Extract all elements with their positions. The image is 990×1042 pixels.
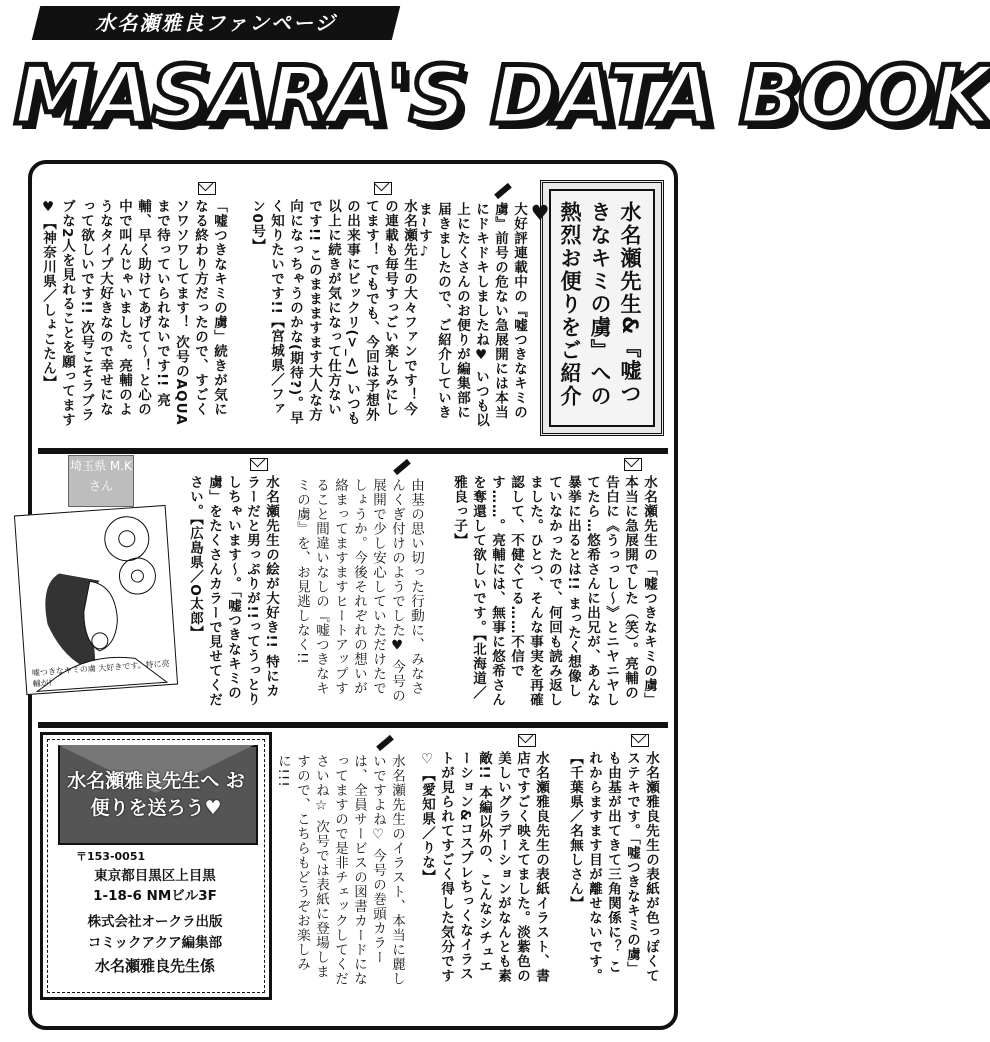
- header-subtitle: 水名瀬雅良ファンページ: [95, 11, 337, 35]
- letter-hiroshima: [172, 458, 280, 712]
- address-recipient: 水名瀬雅良先生係: [94, 957, 215, 975]
- letter-hokkaido-text: 水名瀬先生の「嘘つきなキミの虜」本当に急展開でした（笑）。亮輔の告白に《うっっし～》とニヤニヤしてたら…悠希さんに出兄が、あんな暴挙に出るとは!! まったく想像していなかったので、何回も読み返しました。ひとつ、そんな事実を再確認して、不健ぐてる……不信です……。亮輔には、無事に悠希さんを奪還して欲しいです。【北海道／雅良っ子】: [451, 475, 657, 707]
- reply-middle-text: 由基の思い切った行動に、みなさんくぎ付けのようでした♥ 今号の展開で少し安心していただけたでしょうか。今後それぞれの想いが絡まってますますヒートアップすること間違いなしの『嘘つきなキミの虜』を、お見逃しなく!!: [294, 478, 424, 704]
- letter-hokkaido-signature: 【北海道／雅良っ子】: [451, 475, 486, 701]
- address-company: 株式会社オークラ出版: [87, 914, 223, 930]
- letter-miyagi: [238, 182, 418, 434]
- intro-text: 大好評連載中の『嘘つきなキミの虜』前号の危ない急展開には本当にドキドキしましたね♥ いつも以上にたくさんのお便りが編集部に届きましたので、ご紹介していきま~す♪: [416, 202, 527, 428]
- illustration-tag: 埼玉県 M.Kさん: [68, 455, 134, 507]
- illustration-caption: 嘘つきなキミの虜 大好きです。特に亮輔が!: [31, 659, 170, 689]
- feature-title: 水名瀬先生&『嘘つきなキミの虜』への熱烈お便りをご紹介♥: [528, 201, 642, 408]
- letter-hiroshima-signature: 【広島県／O太郎】: [187, 518, 203, 641]
- section-divider-top: [38, 446, 668, 454]
- header-subtitle-band: [32, 6, 400, 40]
- letter-icon: [518, 734, 536, 747]
- letter-icon: [631, 734, 649, 747]
- address-line1: 東京都目黒区上目黒: [94, 868, 216, 884]
- section-divider-bottom: [38, 720, 668, 728]
- address-zip: 〒153-0051: [76, 850, 146, 863]
- letter-miyagi-signature: 【宮城県／ファン0号】: [249, 199, 284, 417]
- letter-icon: [250, 458, 268, 471]
- letter-icon: [198, 182, 216, 195]
- letter-chiba: [555, 734, 660, 994]
- letter-kanagawa: [40, 182, 228, 434]
- letter-chiba-text: 水名瀬雅良先生の表紙が色っぽくてステキです。「嘘つきなキミの虜」も由基が出てきて三角関係に？ これからますます目が離せないです。【千葉県／名無しさん】: [567, 751, 659, 983]
- letter-icon: [374, 182, 392, 195]
- letter-icon: [624, 458, 642, 471]
- reply-bottom-text: 水名瀬先生のイラスト、本当に麗しいですよね♡ 今号の巻頭カラーは、全員サービスの図書カードになってますので是非チェックしてくださいね☆ 次号では表紙に登場しますので、こちらもどうぞお楽しみに!!!: [275, 754, 405, 986]
- address-dept: コミックアクア編集部: [87, 935, 223, 951]
- address-banner-text: 水名瀬雅良先生へ お便りを送ろう♥: [67, 770, 245, 819]
- letter-miyagi-text: 水名瀬先生の大々ファンです！今の連載も毎号すっごい楽しみにしてます！ でもでも、今回は予想外の出来事にビックリ(>_<) いつも以上に続きが気になって仕方ないです!! このままますます大人な方向になっちゃうのかな(期待?)。早く知りたいです!!【宮城県／ファン0号】: [249, 199, 417, 426]
- fan-illustration: [14, 505, 178, 695]
- editor-reply-middle: [285, 458, 425, 712]
- address-line2: 1-18-6 NMビル3F: [93, 888, 217, 904]
- pencil-icon: [393, 459, 411, 475]
- intro-block: [416, 182, 528, 432]
- letter-hokkaido: [428, 458, 658, 712]
- letter-kanagawa-text: 「嘘つきなキミの虜」続きが気になる終わり方だったので、すごくソワソワしてます！ 次号のAQUAまで待っていられないです!! 亮輔、早く助けてあげて～！と心の中で叫んじゃいました。亮輔のようなタイプ大好きなので幸せになって欲しいです!! 次号こそラブラブな2人を見れることを願ってます♥【神奈川県／しょこたん】: [40, 199, 227, 427]
- letter-hiroshima-text: 水名瀬先生の絵が大好き!! 特にカラーだと男っぷりが!!ってうっとりしちゃいます～。「嘘つきなキミの虜」をたくさんカラーで見せてください。【広島県／O太郎】: [187, 475, 279, 707]
- letter-chiba-signature: 【千葉県／名無しさん】: [567, 751, 583, 911]
- editor-reply-bottom: [276, 734, 406, 994]
- letter-aichi-text: 水名瀬雅良先生の表紙イラスト、書店ですごく映えてました。淡紫色の美しいグラデーションがなんとも素敵!! 本編以外の、こんなシチュエーション&コスプレちっくなイラストが見られてすごく得した気分です♡【愛知県／りな】: [419, 751, 549, 983]
- letter-aichi-signature: 【愛知県／りな】: [419, 768, 435, 884]
- feature-title-panel: [528, 180, 664, 436]
- page-title: MASARA'S DATA BOOK: [14, 49, 990, 142]
- letter-kanagawa-signature: 【神奈川県／しょこたん】: [40, 216, 56, 390]
- letter-aichi: [410, 734, 550, 994]
- pencil-icon: [494, 183, 512, 199]
- pencil-icon: [376, 735, 394, 751]
